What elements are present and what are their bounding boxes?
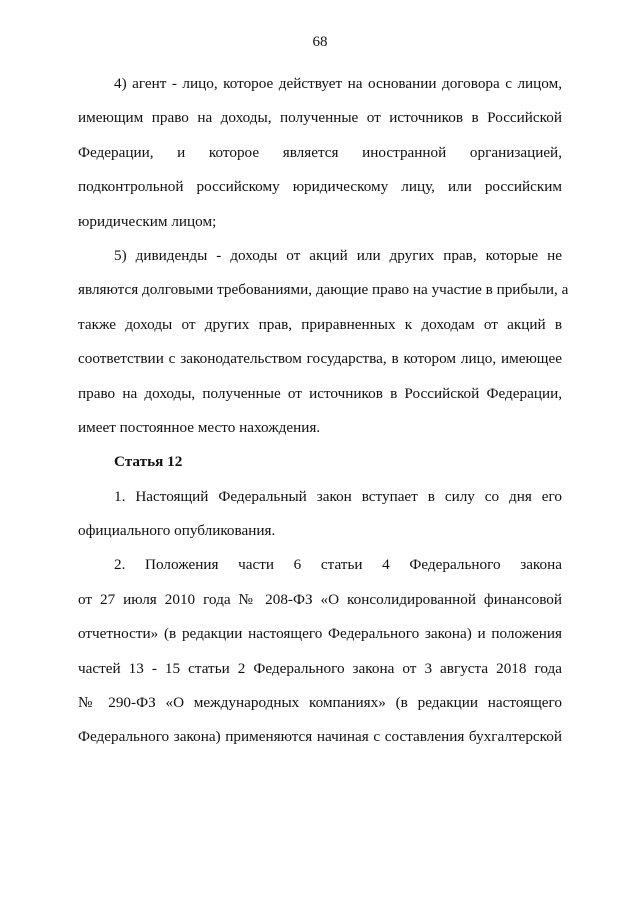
paragraph-article-item-1 [78, 480, 562, 549]
text-line: право на доходы, полученные от источников в Российской Федерации, [78, 384, 562, 402]
text-line: отчетности» (в редакции настоящего Федерального закона) и положения [78, 625, 562, 643]
text-line: имеющим право на доходы, полученные от источников в Российской [78, 109, 562, 127]
text-line: соответствии с законодательством государства, в котором лицо, имеющее [78, 350, 562, 368]
text-line: 1. Настоящий Федеральный закон вступает в силу со дня его [114, 487, 562, 505]
text-line: имеет постоянное место нахождения. [78, 418, 321, 436]
paragraph-item-4 [78, 67, 562, 239]
article-heading [78, 445, 562, 479]
text-line: 5) дивиденды - доходы от акций или других прав, которые не [114, 246, 562, 264]
paragraph-item-5 [78, 239, 569, 445]
text-line: подконтрольной российскому юридическому лицу, или российским [78, 178, 562, 196]
article-title: Статья 12 [114, 453, 183, 471]
page-number: 68 [312, 34, 328, 50]
text-line: являются долговыми требованиями, дающие право на участие в прибыли, а [78, 281, 569, 299]
document-body [78, 67, 569, 755]
text-line: Федерации, и которое является иностранной организацией, [78, 143, 562, 161]
text-line: Федерального закона) применяются начиная с составления бухгалтерской [78, 728, 562, 746]
paragraph-article-item-2 [78, 548, 562, 754]
text-line: № 290-ФЗ «О международных компаниях» (в редакции настоящего [78, 694, 562, 712]
text-line: юридическим лицом; [78, 212, 217, 230]
text-line: официального опубликования. [78, 522, 276, 540]
text-line: 4) агент - лицо, которое действует на основании договора с лицом, [114, 75, 562, 92]
text-line: также доходы от других прав, приравненных к доходам от акций в [78, 315, 562, 333]
text-line: 2. Положения части 6 статьи 4 Федерального закона [114, 556, 562, 574]
text-line: частей 13 - 15 статьи 2 Федерального закона от 3 августа 2018 года [78, 659, 562, 677]
text-line: от 27 июля 2010 года № 208-ФЗ «О консолидированной финансовой [78, 590, 562, 608]
